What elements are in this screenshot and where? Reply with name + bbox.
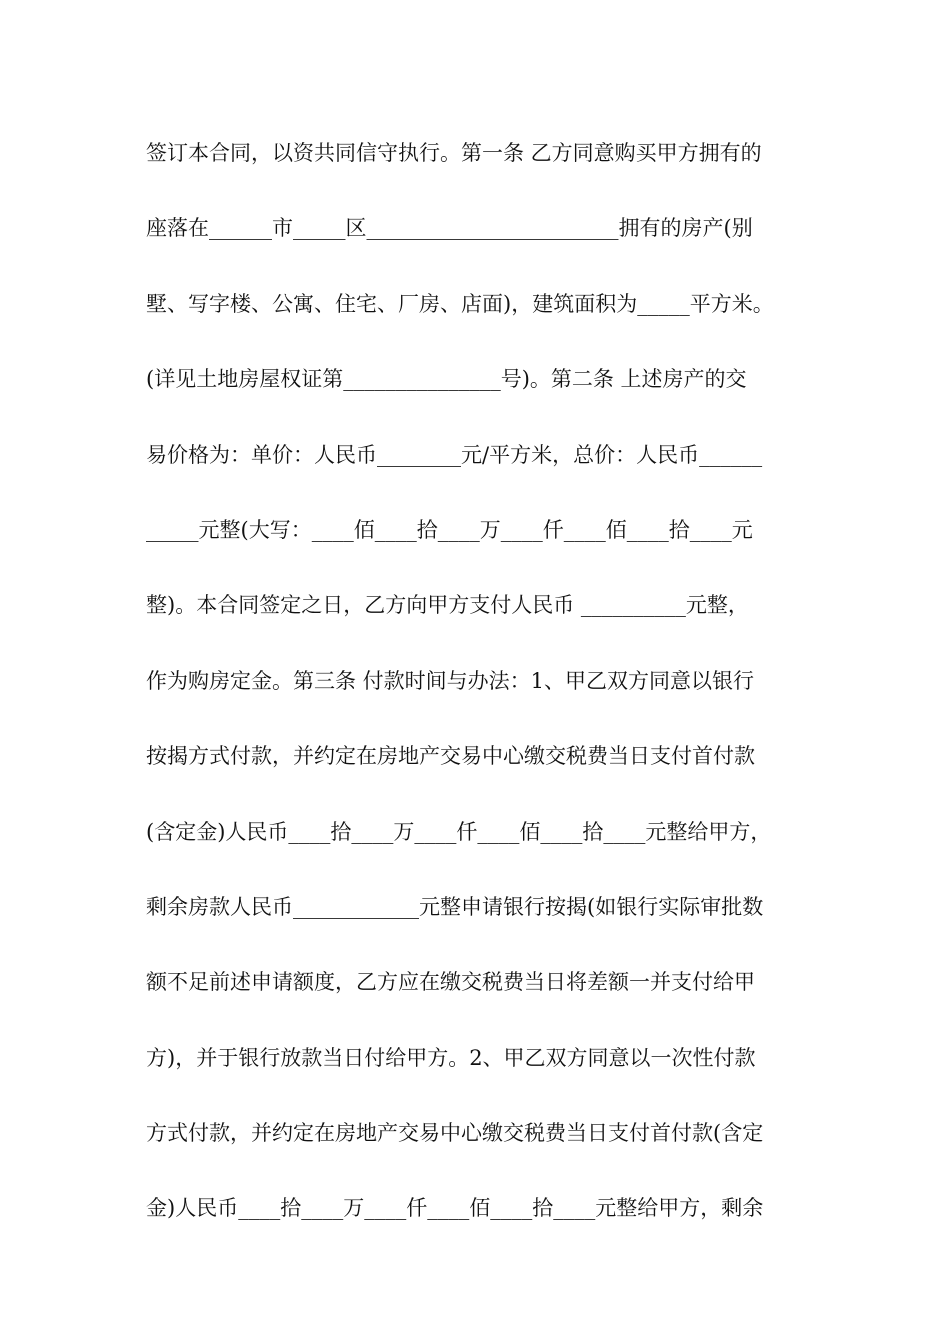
text-line-2: 座落在______市_____区________________________拥有的房产(别 bbox=[146, 216, 753, 241]
text-line-10: (含定金)人民币____拾____万____仟____佰____拾____元整给甲方， bbox=[146, 819, 772, 844]
text-line-7: 整)。本合同签定之日，乙方向甲方支付人民币 __________元整， bbox=[146, 593, 749, 618]
text-line-13: 方)，并于银行放款当日付给甲方。2、甲乙双方同意以一次性付款 bbox=[146, 1045, 756, 1070]
text-line-8: 作为购房定金。第三条 付款时间与办法：1、甲乙双方同意以银行 bbox=[146, 668, 755, 693]
text-line-15: 金)人民币____拾____万____仟____佰____拾____元整给甲方，剩余 bbox=[146, 1196, 764, 1221]
text-line-1: 签订本合同，以资共同信守执行。第一条 乙方同意购买甲方拥有的 bbox=[146, 141, 762, 165]
text-line-6: _____元整(大写：____佰____拾____万____仟____佰____拾____元 bbox=[146, 517, 753, 542]
text-line-11: 剩余房款人民币____________元整申请银行按揭(如银行实际审批数 bbox=[146, 894, 764, 919]
text-line-5: 易价格为：单价：人民币________元/平方米，总价：人民币______ bbox=[146, 442, 763, 467]
text-line-4: (详见土地房屋权证第_______________号)。第二条 上述房产的交 bbox=[146, 367, 747, 392]
text-line-9: 按揭方式付款，并约定在房地产交易中心缴交税费当日支付首付款 bbox=[146, 744, 755, 769]
text-line-12: 额不足前述申请额度，乙方应在缴交税费当日将差额一并支付给甲 bbox=[146, 970, 755, 995]
text-line-14: 方式付款，并约定在房地产交易中心缴交税费当日支付首付款(含定 bbox=[146, 1121, 764, 1146]
text-line-3: 墅、写字楼、公寓、住宅、厂房、店面)，建筑面积为_____平方米。 bbox=[146, 291, 774, 316]
contract-body-text bbox=[146, 131, 816, 1262]
